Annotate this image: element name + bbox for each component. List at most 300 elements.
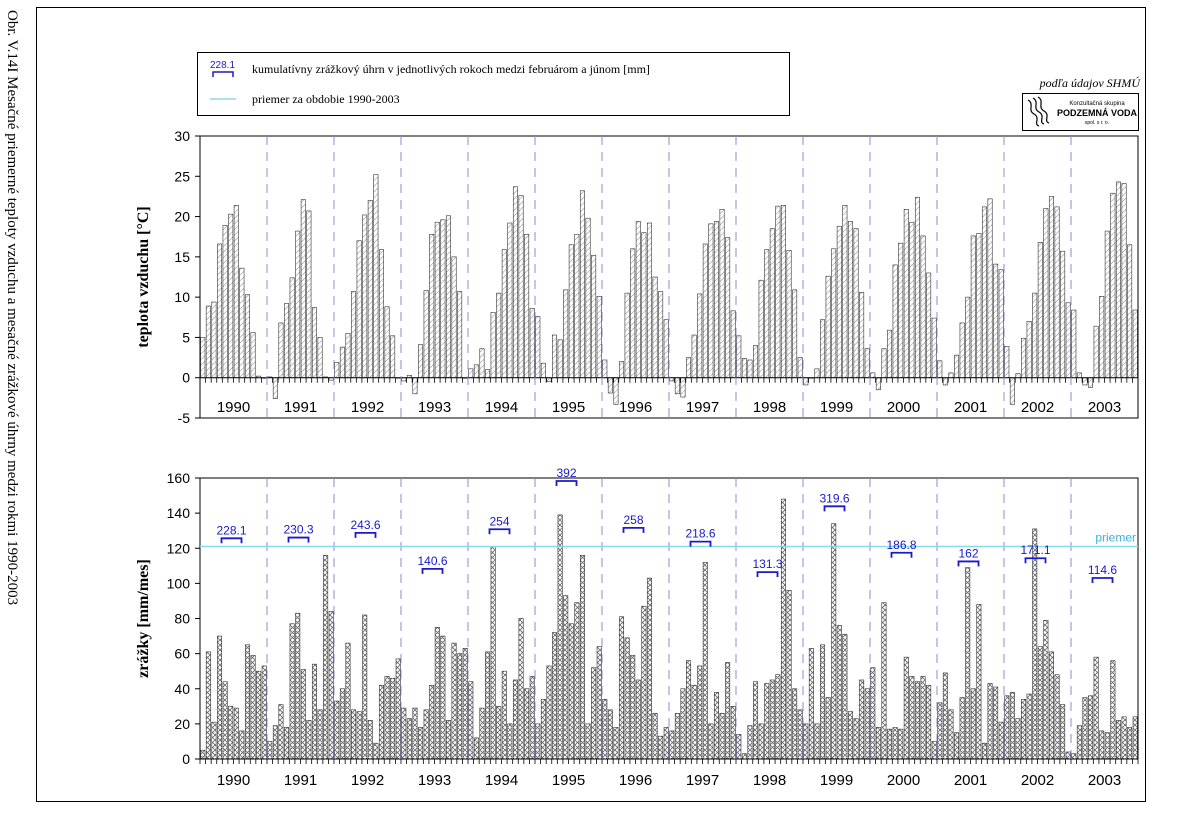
cumulative-label-1992: 243.6 (350, 517, 381, 532)
bar-2003-8 (1111, 661, 1115, 759)
year-label: 2000 (886, 399, 921, 416)
year-label: 2003 (1087, 772, 1122, 789)
bar-1999-11 (859, 292, 863, 377)
bar-1994-9 (513, 680, 517, 759)
bar-1991-6 (296, 231, 300, 378)
bar-2000-3 (882, 603, 886, 759)
bar-1993-10 (452, 257, 456, 378)
bar-2001-11 (993, 687, 997, 759)
bar-1992-7 (368, 200, 372, 377)
bar-1992-9 (379, 685, 383, 759)
bar-2000-8 (910, 676, 914, 759)
bar-1996-12 (664, 320, 668, 378)
y-tick-label: 80 (174, 610, 190, 627)
y-tick-label: 120 (166, 540, 190, 557)
bar-1999-8 (843, 634, 847, 759)
bar-2000-7 (904, 657, 908, 759)
bar-1993-8 (441, 220, 445, 378)
bar-1997-12 (731, 311, 735, 378)
bar-1999-5 (826, 276, 830, 378)
bar-1992-11 (390, 336, 394, 378)
year-label: 1990 (216, 772, 251, 789)
bar-1995-8 (575, 234, 579, 377)
cumulative-label-1999: 319.6 (819, 491, 850, 506)
bar-2002-5 (1027, 694, 1031, 759)
bar-1994-6 (497, 293, 501, 378)
cumulative-bracket-2003 (1093, 578, 1113, 583)
bar-1994-4 (485, 370, 489, 378)
bar-1999-5 (826, 698, 830, 759)
bar-1991-2 (273, 378, 277, 399)
bar-1997-5 (692, 335, 696, 378)
bar-1999-6 (832, 524, 836, 759)
bar-2001-12 (999, 722, 1003, 759)
bar-1998-1 (737, 734, 741, 759)
bar-1990-9 (245, 645, 249, 759)
bar-1999-7 (837, 226, 841, 377)
cumulative-bracket-1994 (490, 529, 510, 534)
bar-1997-7 (703, 244, 707, 378)
bar-2003-9 (1116, 720, 1120, 759)
bar-2000-7 (904, 209, 908, 377)
bar-1997-12 (731, 706, 735, 759)
bar-1994-8 (508, 223, 512, 378)
bar-1994-7 (502, 671, 506, 759)
cumulative-bracket-1996 (624, 528, 644, 533)
bar-1995-7 (569, 245, 573, 378)
bar-1994-7 (502, 250, 506, 378)
bar-2000-12 (932, 741, 936, 759)
cumulative-label-1995: 392 (556, 466, 577, 480)
bar-1993-3 (413, 378, 417, 394)
bar-1996-8 (642, 233, 646, 378)
year-label: 2002 (1020, 399, 1055, 416)
bar-2001-6 (966, 568, 970, 759)
bar-1994-1 (469, 369, 473, 378)
cumulative-bracket-2001 (959, 561, 979, 566)
bar-2002-4 (1021, 338, 1025, 377)
bar-1990-7 (234, 708, 238, 759)
bar-1998-11 (792, 689, 796, 759)
bar-1992-6 (363, 615, 367, 759)
bar-2000-11 (926, 685, 930, 759)
bar-1993-11 (457, 654, 461, 759)
y-tick-label: 0 (182, 369, 190, 386)
bar-2001-5 (960, 323, 964, 378)
bar-1993-7 (435, 627, 439, 759)
bar-2003-3 (1083, 378, 1087, 385)
bar-1993-5 (424, 291, 428, 378)
bar-1992-5 (357, 712, 361, 759)
bar-1995-2 (541, 363, 545, 378)
bar-1996-9 (647, 578, 651, 759)
bar-1997-11 (725, 662, 729, 759)
y-tick-label: 40 (174, 680, 190, 697)
bar-1990-11 (256, 671, 260, 759)
bar-1993-4 (418, 345, 422, 378)
bar-1997-2 (675, 713, 679, 759)
bar-1993-5 (424, 710, 428, 759)
bar-1995-12 (597, 647, 601, 759)
bar-1995-9 (580, 191, 584, 378)
bar-2002-12 (1066, 752, 1070, 759)
bar-1996-10 (653, 713, 657, 759)
bar-2002-3 (1016, 374, 1020, 378)
bar-1998-7 (770, 680, 774, 759)
cumulative-bracket-1995 (557, 481, 577, 486)
bar-1995-3 (547, 378, 551, 382)
bar-1993-11 (457, 292, 461, 378)
cumulative-label-1991: 230.3 (283, 522, 314, 537)
bar-1999-9 (848, 712, 852, 759)
bar-1994-11 (524, 234, 528, 377)
bar-2002-9 (1049, 652, 1053, 759)
bar-1994-1 (469, 682, 473, 759)
bar-1999-9 (848, 221, 852, 377)
bar-1999-4 (820, 645, 824, 759)
year-label: 1993 (417, 772, 452, 789)
bar-1996-4 (619, 617, 623, 759)
year-label: 1997 (685, 399, 720, 416)
bar-1997-3 (681, 689, 685, 759)
bar-1993-7 (435, 222, 439, 378)
bar-1992-10 (385, 307, 389, 378)
bar-1992-7 (368, 720, 372, 759)
bar-1993-6 (430, 685, 434, 759)
bar-1991-9 (312, 664, 316, 759)
y-tick-label: 15 (174, 248, 190, 265)
bar-2003-4 (1088, 378, 1092, 388)
year-label: 1992 (350, 772, 385, 789)
bar-2002-5 (1027, 321, 1031, 377)
bar-1990-9 (245, 295, 249, 378)
bar-2001-10 (988, 199, 992, 378)
bar-1999-7 (837, 626, 841, 759)
year-label: 1995 (551, 399, 586, 416)
bar-1998-2 (742, 358, 746, 377)
year-label: 1991 (283, 399, 318, 416)
bar-1999-3 (815, 369, 819, 378)
bar-2000-4 (887, 729, 891, 759)
cumulative-label-2001: 162 (958, 546, 979, 561)
cumulative-label-2002: 171.1 (1020, 543, 1051, 558)
bar-1996-2 (608, 710, 612, 759)
bar-1998-10 (787, 590, 791, 759)
cumulative-label-1993: 140.6 (417, 553, 448, 568)
bar-1995-6 (564, 596, 568, 759)
bar-1991-3 (279, 705, 283, 759)
bar-1999-8 (843, 205, 847, 377)
bar-2000-3 (882, 349, 886, 378)
bar-2002-2 (1010, 692, 1014, 759)
bar-1998-5 (759, 724, 763, 759)
bar-1991-10 (318, 710, 322, 759)
bar-1998-1 (737, 336, 741, 378)
logo-line3: spol. s r. o. (1084, 120, 1110, 126)
bar-2003-7 (1105, 231, 1109, 378)
bar-1997-6 (698, 666, 702, 759)
bar-1998-11 (792, 290, 796, 378)
bar-2001-5 (960, 698, 964, 759)
bar-1997-9 (714, 692, 718, 759)
bar-2001-10 (988, 683, 992, 759)
bar-1993-8 (441, 636, 445, 759)
bar-1996-12 (664, 727, 668, 759)
bar-1992-1 (335, 701, 339, 759)
bar-1991-6 (296, 613, 300, 759)
logo-line2: PODZEMNÁ VODA (1056, 108, 1138, 118)
bar-2001-2 (943, 378, 947, 385)
bar-1991-10 (318, 337, 322, 377)
bar-2001-9 (982, 207, 986, 378)
bar-2002-1 (1005, 696, 1009, 759)
bar-1996-1 (603, 699, 607, 759)
bar-1992-4 (351, 710, 355, 759)
y-tick-label: 100 (166, 575, 190, 592)
bar-2003-3 (1083, 698, 1087, 759)
bar-1994-8 (508, 724, 512, 759)
bar-2000-10 (921, 676, 925, 759)
year-label: 1996 (618, 772, 653, 789)
bar-1997-9 (714, 221, 718, 377)
bar-1997-8 (709, 724, 713, 759)
bar-2002-11 (1060, 705, 1064, 759)
bar-1994-11 (524, 689, 528, 759)
bar-1996-8 (642, 606, 646, 759)
bar-1997-3 (681, 378, 685, 397)
bar-2003-12 (1133, 310, 1137, 378)
bar-1990-8 (240, 731, 244, 759)
year-label: 1999 (819, 772, 854, 789)
cumulative-bracket-1998 (758, 572, 778, 577)
bar-2001-3 (949, 710, 953, 759)
bar-1997-5 (692, 685, 696, 759)
bar-1997-2 (675, 378, 679, 394)
bar-1999-12 (865, 349, 869, 378)
bar-2000-1 (871, 668, 875, 759)
bar-2002-10 (1055, 675, 1059, 759)
y-tick-label: 30 (174, 128, 190, 144)
bar-1995-3 (547, 666, 551, 759)
y-tick-label: 20 (174, 208, 190, 225)
cumulative-label-1997: 218.6 (685, 526, 716, 541)
bar-1998-7 (770, 229, 774, 378)
cumulative-bracket-1990 (222, 538, 242, 543)
bar-1996-3 (614, 378, 618, 405)
bar-1991-9 (312, 308, 316, 378)
bar-2000-5 (893, 727, 897, 759)
bar-1996-11 (658, 292, 662, 378)
cumulative-bracket-1999 (825, 506, 845, 511)
bar-2001-6 (966, 297, 970, 378)
bar-1998-10 (787, 250, 791, 377)
bar-1991-7 (301, 200, 305, 378)
bar-1994-12 (530, 308, 534, 377)
year-label: 2003 (1087, 399, 1122, 416)
y-axis-label: teplota vzduchu [°C] (135, 206, 152, 348)
year-label: 1994 (484, 399, 519, 416)
bar-1998-2 (742, 754, 746, 759)
bar-1992-12 (396, 659, 400, 759)
bar-2003-7 (1105, 733, 1109, 759)
bar-1991-11 (323, 555, 327, 759)
bar-2002-10 (1055, 207, 1059, 378)
bar-1991-1 (268, 741, 272, 759)
bar-2000-12 (932, 318, 936, 378)
cumulative-bracket-1993 (423, 569, 443, 574)
year-label: 1996 (618, 399, 653, 416)
bar-1997-4 (686, 358, 690, 378)
bar-2000-11 (926, 273, 930, 378)
bar-2001-8 (977, 604, 981, 759)
bar-1991-8 (307, 211, 311, 378)
bar-1994-9 (513, 187, 517, 378)
bar-1996-4 (619, 362, 623, 378)
bar-2002-4 (1021, 699, 1025, 759)
cumulative-label-1990: 228.1 (216, 523, 247, 538)
bar-1995-4 (552, 335, 556, 378)
bar-1991-4 (284, 727, 288, 759)
cumulative-bracket-2000 (892, 553, 912, 558)
bar-1999-1 (804, 724, 808, 759)
bar-1998-12 (798, 358, 802, 378)
bar-1994-3 (480, 708, 484, 759)
bar-1994-12 (530, 676, 534, 759)
logo-line1: Konzultačná skupina (1069, 101, 1125, 107)
bar-1998-6 (765, 683, 769, 759)
bar-2002-1 (1005, 346, 1009, 377)
bar-1994-2 (474, 365, 478, 378)
bar-1996-5 (625, 638, 629, 759)
bar-1990-4 (217, 636, 221, 759)
y-tick-label: 60 (174, 645, 190, 662)
bar-1996-3 (614, 727, 618, 759)
bar-2001-4 (954, 355, 958, 378)
bar-1992-8 (374, 175, 378, 378)
bar-2003-11 (1127, 245, 1131, 378)
year-label: 1999 (819, 399, 854, 416)
bar-1993-12 (463, 648, 467, 759)
bar-2000-5 (893, 265, 897, 378)
year-label: 1992 (350, 399, 385, 416)
bar-2002-7 (1038, 242, 1042, 377)
bar-2002-12 (1066, 303, 1070, 378)
y-tick-label: 20 (174, 715, 190, 732)
bar-2000-9 (915, 682, 919, 759)
bar-1993-10 (452, 643, 456, 759)
year-label: 1995 (551, 772, 586, 789)
bar-2001-8 (977, 233, 981, 377)
bar-1991-4 (284, 304, 288, 378)
bar-1993-4 (418, 727, 422, 759)
y-tick-label: 140 (166, 505, 190, 522)
bar-1998-9 (781, 205, 785, 377)
bar-1999-3 (815, 724, 819, 759)
bar-1990-1 (201, 750, 205, 759)
bar-1997-11 (725, 238, 729, 378)
bar-1994-4 (485, 652, 489, 759)
y-tick-label: 0 (182, 751, 190, 767)
bar-2003-2 (1077, 726, 1081, 759)
bar-1990-7 (234, 205, 238, 377)
bar-1996-6 (631, 249, 635, 378)
bar-1998-9 (781, 499, 785, 759)
bar-1990-4 (217, 244, 221, 378)
bar-1990-12 (262, 666, 266, 759)
bar-1995-5 (558, 515, 562, 759)
year-label: 1994 (484, 772, 519, 789)
bar-1992-4 (351, 292, 355, 378)
bar-1999-2 (809, 648, 813, 759)
bar-1995-8 (575, 603, 579, 759)
bar-1994-10 (519, 196, 523, 378)
bar-1999-12 (865, 689, 869, 759)
bar-2000-9 (915, 197, 919, 377)
bar-1990-2 (206, 652, 210, 759)
cumulative-label-1996: 258 (623, 512, 644, 527)
bar-2003-10 (1122, 717, 1126, 759)
bar-1991-5 (290, 278, 294, 378)
bar-2000-4 (887, 330, 891, 378)
year-label: 1998 (752, 399, 787, 416)
bar-1994-5 (491, 546, 495, 759)
bar-2003-11 (1127, 727, 1131, 759)
y-tick-label: 160 (166, 470, 190, 486)
bar-2002-6 (1033, 293, 1037, 378)
bar-2000-8 (910, 222, 914, 378)
figure-caption-text: Obr. V.14I Mesačné priemerné teploty vzduchu a mesačné zrážkové úhrny medzi rokmi 1990-2003 (4, 10, 20, 606)
bar-1995-6 (564, 290, 568, 378)
legend-label-cumulative: kumulatívny zrážkový úhrn v jednotlivých rokoch medzi februárom a júnom [mm] (252, 61, 650, 76)
year-label: 2001 (953, 399, 988, 416)
bar-2001-12 (999, 270, 1003, 378)
bar-1997-1 (670, 731, 674, 759)
bar-1994-2 (474, 738, 478, 759)
bar-1997-10 (720, 713, 724, 759)
y-axis-label: zrážky [mm/mes] (135, 559, 152, 678)
bar-1997-10 (720, 209, 724, 377)
bar-1992-2 (340, 347, 344, 378)
bar-1993-3 (413, 708, 417, 759)
bar-2000-10 (921, 236, 925, 378)
year-label: 2002 (1020, 772, 1055, 789)
bar-1995-1 (536, 724, 540, 759)
bar-2001-7 (971, 689, 975, 759)
bar-1995-1 (536, 316, 540, 377)
year-label: 1997 (685, 772, 720, 789)
bar-1996-10 (653, 277, 657, 378)
bar-2001-1 (938, 703, 942, 759)
bar-1994-3 (480, 349, 484, 378)
bar-1994-10 (519, 619, 523, 760)
bar-1995-4 (552, 633, 556, 759)
bar-1995-7 (569, 624, 573, 759)
bar-2002-3 (1016, 719, 1020, 759)
bar-1990-3 (212, 722, 216, 759)
bar-1998-3 (748, 726, 752, 759)
bar-2003-6 (1100, 731, 1104, 759)
year-label: 1993 (417, 399, 452, 416)
bar-2002-2 (1010, 378, 1014, 405)
bar-2000-6 (899, 729, 903, 759)
bar-2001-11 (993, 264, 997, 378)
cumulative-bracket-1991 (289, 538, 309, 543)
bar-1998-12 (798, 710, 802, 759)
bar-1997-6 (698, 294, 702, 378)
bar-1992-10 (385, 676, 389, 759)
bar-2002-8 (1044, 620, 1048, 759)
bar-1992-8 (374, 743, 378, 759)
